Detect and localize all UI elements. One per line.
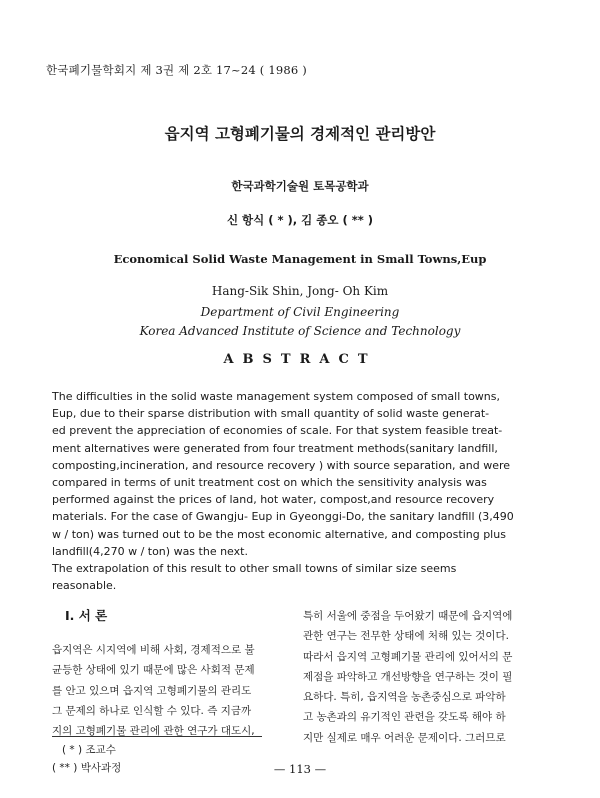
- korean-affiliation: 한국과학기술원 토목공학과: [231, 179, 369, 193]
- body-line: 요하다. 특히, 읍지역을 농촌중심으로 파악하: [303, 691, 506, 704]
- abstract-line: composting,incineration, and resource recovery ) with source separation, and were: [52, 458, 511, 472]
- body-line: 특히 서울에 중점을 두어왔기 때문에 읍지역에: [303, 610, 513, 622]
- korean-title: 읍지역 고형폐기물의 경제적인 관리방안: [164, 125, 436, 143]
- footnote-1: ( * ) 조교수: [62, 744, 116, 756]
- abstract-line: landfill(4,270 w / ton) was the next.: [52, 544, 248, 558]
- body-line: 고 농촌과의 유기적인 관련을 갖도록 해야 하: [303, 711, 506, 724]
- journal-citation: 한국폐기물학회지 제 3권 제 2호 17~24 ( 1986 ): [46, 63, 307, 77]
- abstract-line: compared in terms of unit treatment cost on which the sensitivity analysis was: [52, 476, 487, 490]
- abstract-line: The extrapolation of this result to other small towns of similar size seems: [52, 562, 457, 576]
- page-number: — 113 —: [273, 762, 327, 776]
- body-line: 따라서 읍지역 고형폐기물 관리에 있어서의 문: [303, 650, 513, 663]
- body-line: 지의 고형폐기물 관리에 관한 연구가 대도시,: [52, 725, 255, 738]
- body-line: 그 문제의 하나로 인식할 수 있다. 즉 지금까: [52, 704, 252, 717]
- body-line: 를 안고 있으며 읍지역 고형폐기물의 관리도: [52, 684, 252, 697]
- footnote-2: ( ** ) 박사과정: [52, 762, 122, 774]
- body-line: 균등한 상태에 있기 때문에 많은 사회적 문제: [52, 664, 255, 677]
- abstract-line: Eup, due to their sparse distribution with small quantity of solid waste generat-: [52, 407, 490, 421]
- abstract-line: reasonable.: [52, 579, 117, 593]
- abstract-line: ment alternatives were generated from four treatment methods(sanitary landfill,: [52, 441, 498, 455]
- body-line: 읍지역은 시지역에 비해 사회, 경제적으로 불: [52, 644, 255, 656]
- body-line: 지만 실제로 매우 어려운 문제이다. 그러므로: [303, 731, 506, 744]
- english-title: Economical Solid Waste Management in Small Towns,Eup: [113, 252, 487, 266]
- footnote-divider: [52, 736, 262, 737]
- abstract-line: ed prevent the appreciation of economies of scale. For that system feasible treat-: [52, 424, 503, 438]
- abstract-line: The difficulties in the solid waste management system composed of small towns,: [52, 390, 501, 403]
- english-authors: Hang-Sik Shin, Jong- Oh Kim: [211, 284, 389, 298]
- body-column-left: [52, 640, 290, 741]
- section-heading-introduction: I. 서 론: [65, 608, 108, 623]
- abstract-line: materials. For the case of Gwangju- Eup in Gyeonggi-Do, the sanitary landfill (3,490: [52, 510, 514, 524]
- abstract-line: w / ton) was turned out to be the most economic alternative, and composting plus: [52, 527, 506, 541]
- korean-authors: 신 항식 ( * ), 김 종오 ( ** ): [226, 213, 374, 227]
- abstract-body: [52, 388, 552, 594]
- body-line: 관한 연구는 전무한 상태에 처해 있는 것이다.: [303, 630, 509, 643]
- abstract-line: performed against the prices of land, hot water, compost,and resource recovery: [52, 493, 495, 507]
- body-line: 제점을 파악하고 개선방향을 연구하는 것이 필: [303, 670, 513, 683]
- abstract-heading: ABSTRACT: [223, 352, 377, 367]
- english-department: Department of Civil Engineering: [200, 305, 400, 319]
- body-column-right: [303, 606, 553, 748]
- english-institute: Korea Advanced Institute of Science and Technology: [139, 324, 461, 338]
